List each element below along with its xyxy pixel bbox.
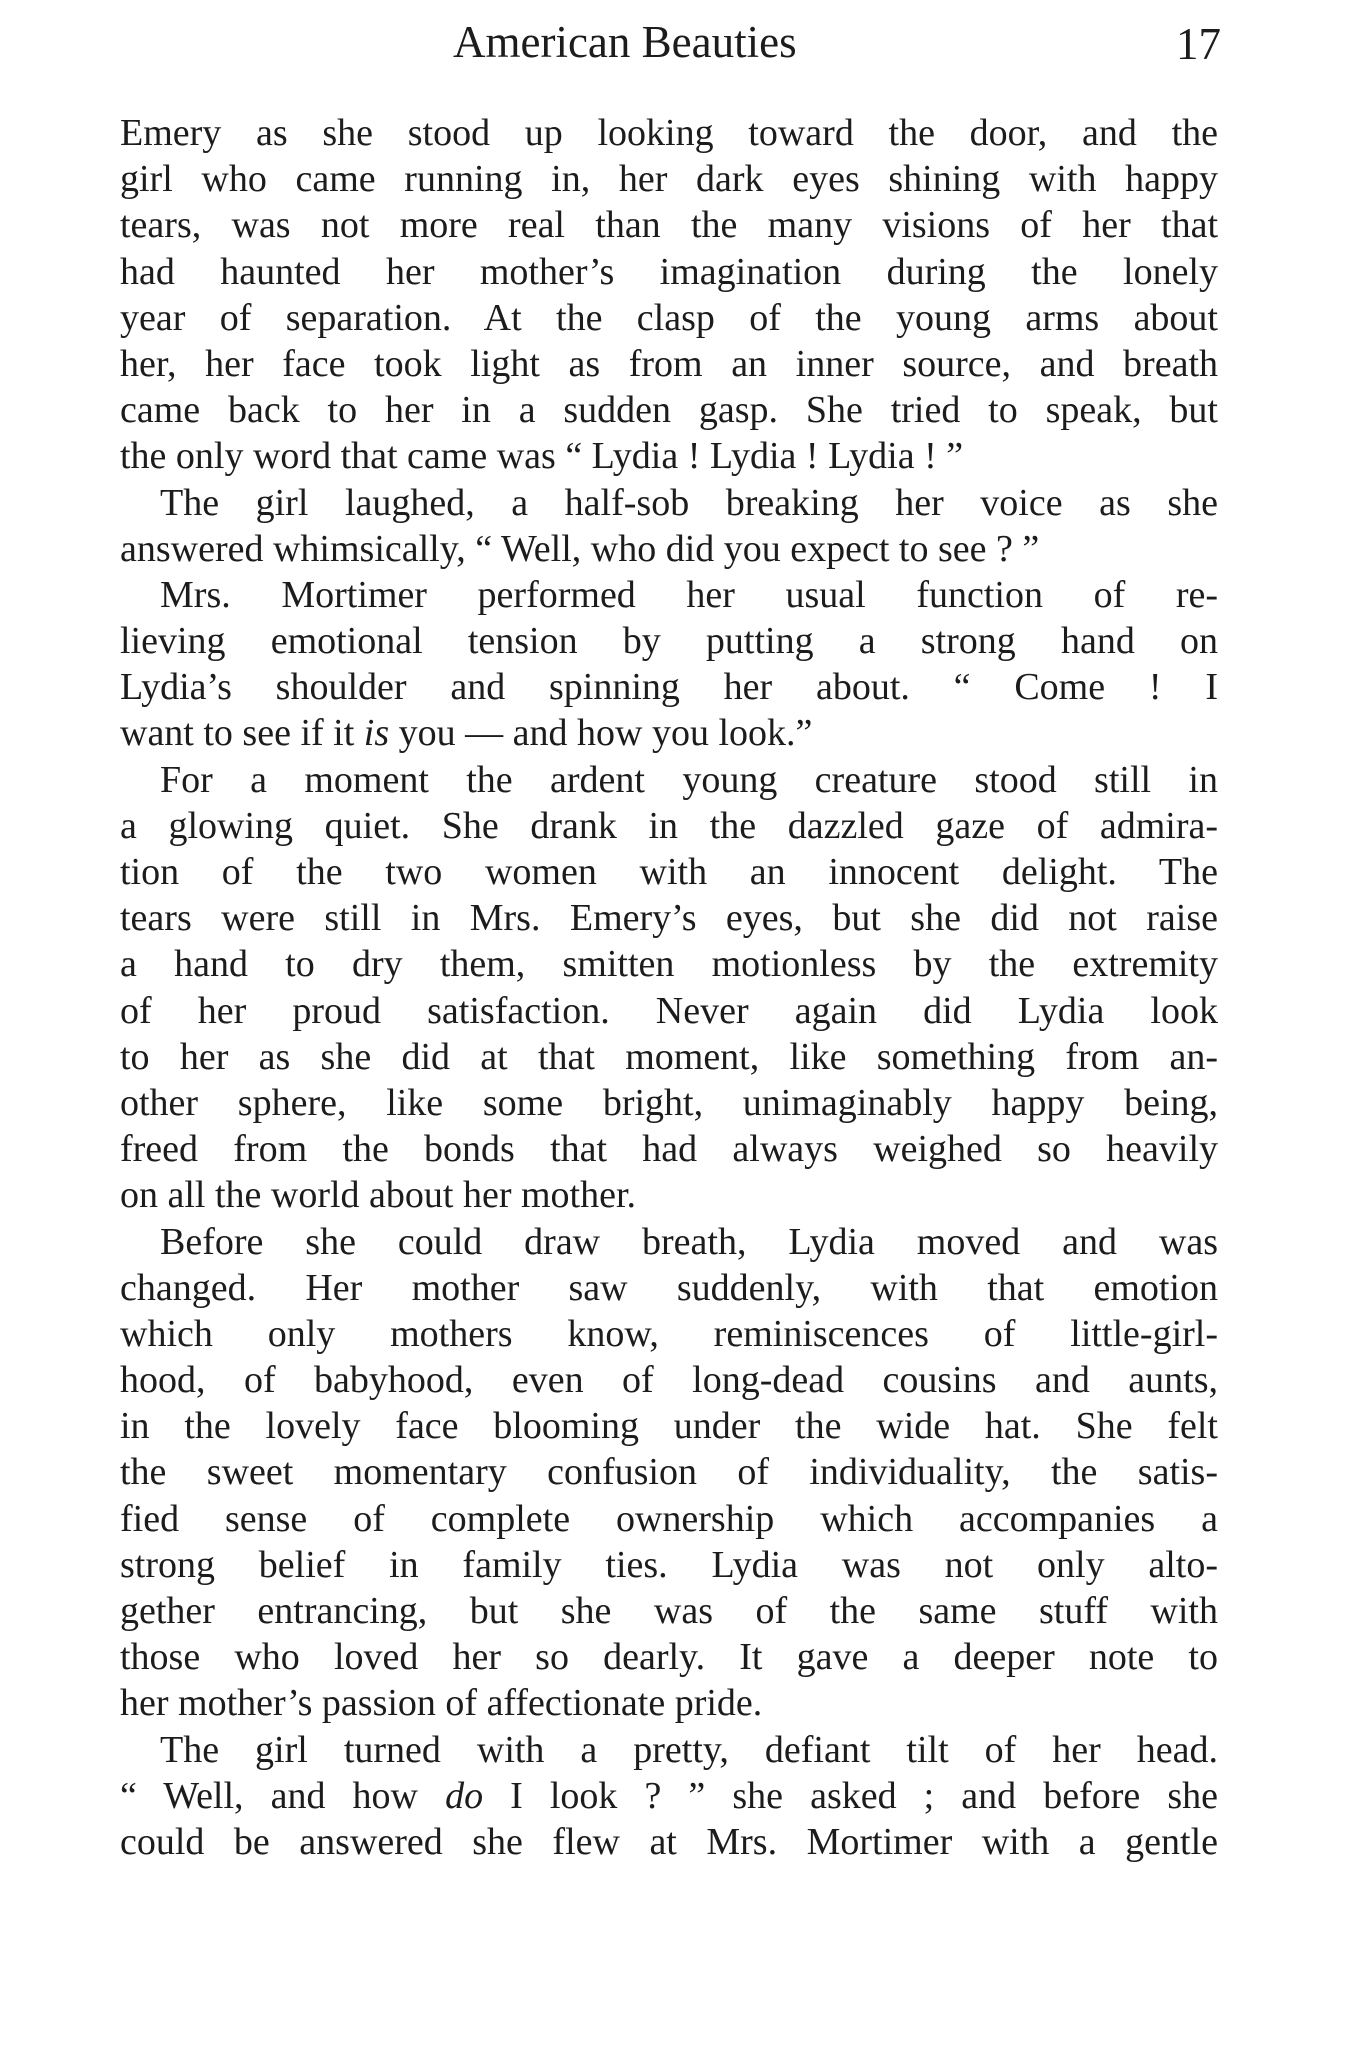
text-line: The girl turned with a pretty, defiant tilt of her head.	[160, 1728, 1218, 1771]
text-line: Before she could draw breath, Lydia moved and was	[160, 1220, 1218, 1263]
text-line: could be answered she flew at Mrs. Mortimer with a gentle	[120, 1820, 1218, 1863]
text-run: want to see if it	[120, 712, 364, 755]
text-line: fied sense of complete ownership which accompanies a	[120, 1497, 1218, 1540]
text-line: tears, was not more real than the many visions of her that	[120, 204, 1218, 247]
text-line: other sphere, like some bright, unimaginably happy being,	[120, 1081, 1218, 1124]
text-line: the only word that came was “ Lydia ! Lydia ! Lydia ! ”	[120, 435, 964, 478]
running-title: American Beauties	[453, 17, 797, 67]
text-line: tears were still in Mrs. Emery’s eyes, but she did not raise	[120, 897, 1218, 940]
text-line: a hand to dry them, smitten motionless by the extremity	[120, 943, 1218, 986]
text-line: changed. Her mother saw suddenly, with that emotion	[120, 1266, 1218, 1309]
text-line: to her as she did at that moment, like something from an-	[120, 1035, 1218, 1078]
text-line: freed from the bonds that had always weighed so heavily	[120, 1128, 1218, 1171]
text-run: “ Well, and how	[120, 1774, 446, 1817]
text-line: year of separation. At the clasp of the young arms about	[120, 296, 1218, 339]
italic-word: do	[445, 1774, 484, 1817]
text-line: came back to her in a sudden gasp. She tried to speak, but	[120, 389, 1218, 432]
text-line: hood, of babyhood, even of long-dead cousins and aunts,	[120, 1359, 1218, 1402]
body-text	[120, 110, 1218, 1865]
text-line: her, her face took light as from an inner source, and breath	[120, 342, 1218, 385]
text-line: Lydia’s shoulder and spinning her about. “ Come ! I	[120, 666, 1218, 709]
text-run: I look ? ” she asked ; and before she	[483, 1774, 1218, 1817]
text-line: of her proud satisfaction. Never again did Lydia look	[120, 989, 1218, 1032]
text-line: those who loved her so dearly. It gave a deeper note to	[120, 1636, 1218, 1679]
running-head	[0, 16, 1346, 76]
text-line: which only mothers know, reminiscences of little-girl-	[120, 1312, 1218, 1355]
text-line: answered whimsically, “ Well, who did you expect to see ? ”	[120, 527, 1040, 570]
text-run: you — and how you look.”	[389, 712, 813, 755]
text-line: Mrs. Mortimer performed her usual function of re-	[160, 573, 1218, 616]
text-line: strong belief in family ties. Lydia was not only alto-	[120, 1543, 1218, 1586]
text-line: the sweet momentary confusion of individuality, the satis-	[120, 1451, 1218, 1494]
text-line: tion of the two women with an innocent delight. The	[120, 851, 1218, 893]
text-line	[120, 710, 1218, 756]
text-line: For a moment the ardent young creature stood still in	[160, 758, 1218, 801]
text-line: gether entrancing, but she was of the same stuff with	[120, 1590, 1218, 1632]
text-line: The girl laughed, a half-sob breaking her voice as she	[160, 481, 1218, 524]
text-line: her mother’s passion of affectionate pride.	[120, 1682, 763, 1725]
text-line	[120, 1773, 1218, 1819]
text-line: Emery as she stood up looking toward the door, and the	[120, 112, 1218, 154]
text-line: lieving emotional tension by putting a strong hand on	[120, 620, 1218, 663]
text-line: girl who came running in, her dark eyes shining with happy	[120, 158, 1218, 201]
text-line: had haunted her mother’s imagination during the lonely	[120, 250, 1218, 293]
page-number: 17	[1176, 19, 1221, 69]
text-line: in the lovely face blooming under the wide hat. She felt	[120, 1405, 1218, 1448]
text-line: on all the world about her mother.	[120, 1174, 637, 1217]
text-line: a glowing quiet. She drank in the dazzled gaze of admira-	[120, 804, 1218, 847]
italic-word: is	[363, 712, 390, 755]
